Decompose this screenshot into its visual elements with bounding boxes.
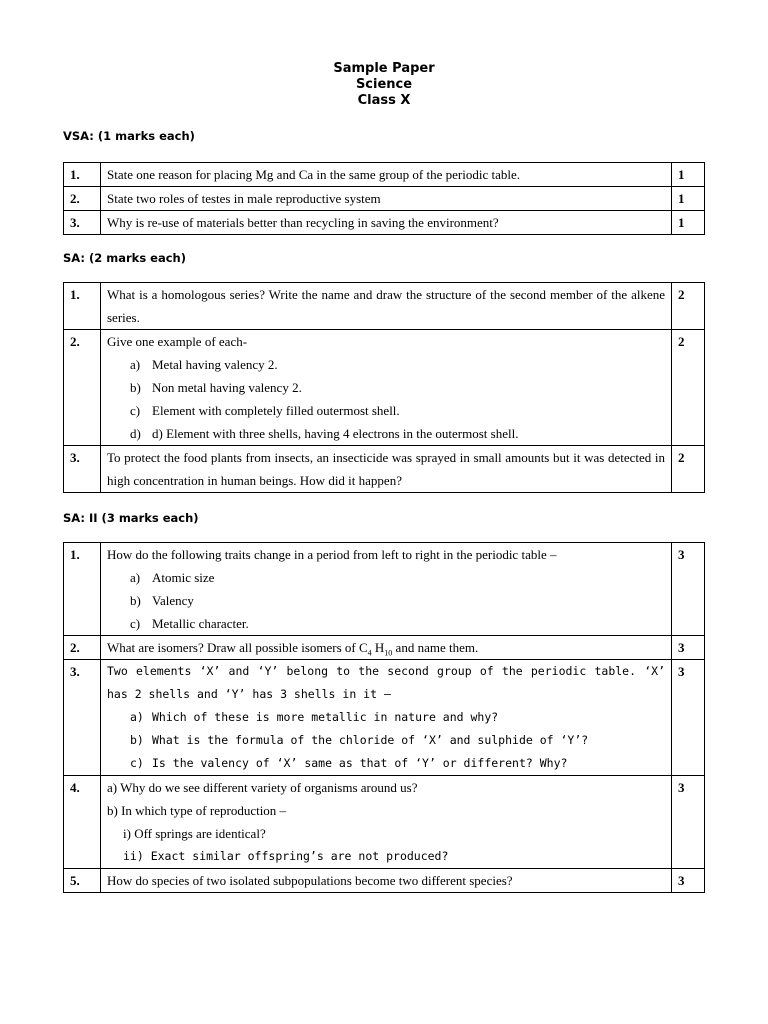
- question-number: 2.: [64, 330, 101, 446]
- question-marks: 1: [672, 187, 705, 211]
- subpart: [107, 752, 665, 775]
- question-text-post: and name them.: [392, 640, 479, 655]
- question-line-a: a) Why do we see different variety of organisms around us?: [107, 780, 418, 795]
- subpart: [107, 566, 665, 589]
- question-marks: 3: [672, 636, 705, 660]
- subpart: [107, 399, 665, 422]
- subpart-text: Is the valency of ‘X’ same as that of ‘Y’ or different? Why?: [152, 756, 568, 770]
- question-line-ii: ii) Exact similar offspring’s are not produced?: [123, 849, 449, 863]
- table-row: [64, 187, 705, 211]
- paper-subject: Science: [355, 77, 413, 92]
- section-sa2-table: [63, 542, 705, 893]
- question-cell: [101, 776, 672, 869]
- question-line-b: b) In which type of reproduction –: [107, 803, 287, 818]
- question-marks: 1: [672, 163, 705, 187]
- subpart-label: a): [130, 710, 144, 724]
- question-text-mid: H: [371, 640, 385, 655]
- subpart-text: d) Element with three shells, having 4 electrons in the outermost shell.: [152, 426, 519, 441]
- subpart-text: Which of these is more metallic in nature and why?: [152, 710, 499, 724]
- question-marks: 3: [672, 543, 705, 636]
- question-text: State two roles of testes in male reproductive system: [101, 187, 672, 211]
- question-text: Two elements ‘X’ and ‘Y’ belong to the second group of the periodic table. ‘X’ has 2 shells and ‘Y’ has 3 shells in it –: [107, 664, 665, 701]
- table-row: [64, 211, 705, 235]
- table-row: [64, 776, 705, 869]
- subpart-label: d): [130, 426, 141, 441]
- subpart-label: c): [130, 616, 141, 631]
- question-marks: 2: [672, 283, 705, 330]
- subpart-label: b): [130, 733, 144, 747]
- question-number: 4.: [64, 776, 101, 869]
- subpart-label: a): [130, 357, 141, 372]
- question-number: 1.: [64, 283, 101, 330]
- question-text: How do the following traits change in a period from left to right in the periodic table –: [107, 547, 557, 562]
- question-marks: 3: [672, 660, 705, 776]
- question-marks: 1: [672, 211, 705, 235]
- table-row: [64, 660, 705, 776]
- question-marks: 3: [672, 869, 705, 893]
- question-marks: 2: [672, 330, 705, 446]
- question-marks: 3: [672, 776, 705, 869]
- subpart-text: Metallic character.: [152, 616, 249, 631]
- subpart-text: Element with completely filled outermost shell.: [152, 403, 400, 418]
- question-number: 1.: [64, 163, 101, 187]
- question-number: 1.: [64, 543, 101, 636]
- subpart-text: Atomic size: [152, 570, 215, 585]
- subpart-text: Non metal having valency 2.: [152, 380, 302, 395]
- subpart-text: Valency: [152, 593, 194, 608]
- subscript-4: 4: [367, 648, 372, 658]
- subpart-label: b): [130, 380, 141, 395]
- question-text: Give one example of each-: [107, 334, 248, 349]
- question-line-i: i) Off springs are identical?: [123, 826, 266, 841]
- section-sa-table: [63, 282, 705, 493]
- section-sa2-title: SA: II (3 marks each): [63, 511, 199, 525]
- table-row: [64, 869, 705, 893]
- subpart-label: c): [130, 756, 144, 770]
- subpart: [107, 376, 665, 399]
- paper-title: Sample Paper: [333, 61, 435, 76]
- question-text: Why is re-use of materials better than recycling in saving the environment?: [101, 211, 672, 235]
- question-number: 2.: [64, 636, 101, 660]
- table-row: [64, 330, 705, 446]
- table-row: [64, 446, 705, 493]
- subpart: [107, 706, 665, 729]
- question-cell: [101, 330, 672, 446]
- question-number: 3.: [64, 660, 101, 776]
- question-number: 2.: [64, 187, 101, 211]
- section-sa-title: SA: (2 marks each): [63, 251, 186, 265]
- question-cell: [101, 543, 672, 636]
- subpart: [107, 422, 665, 445]
- table-row: [64, 636, 705, 660]
- question-text: What is a homologous series? Write the name and draw the structure of the second member of the alkene series.: [101, 283, 672, 330]
- question-text: How do species of two isolated subpopulations become two different species?: [101, 869, 672, 893]
- subpart: [107, 353, 665, 376]
- subpart-text: What is the formula of the chloride of ‘X’ and sulphide of ‘Y’?: [152, 733, 589, 747]
- question-number: 3.: [64, 446, 101, 493]
- subscript-10: 10: [384, 648, 393, 658]
- section-vsa-table: [63, 162, 705, 235]
- question-cell: [101, 660, 672, 776]
- paper-class: Class X: [357, 93, 411, 108]
- subpart-label: b): [130, 593, 141, 608]
- question-text: State one reason for placing Mg and Ca in the same group of the periodic table.: [101, 163, 672, 187]
- subpart: [107, 612, 665, 635]
- subpart: [107, 729, 665, 752]
- section-vsa-title: VSA: (1 marks each): [63, 129, 195, 143]
- paper-header: [0, 61, 768, 109]
- question-marks: 2: [672, 446, 705, 493]
- table-row: [64, 543, 705, 636]
- question-text: To protect the food plants from insects, an insecticide was sprayed in small amounts but it was detected in high concentration in human beings. How did it happen?: [101, 446, 672, 493]
- table-row: [64, 283, 705, 330]
- subpart: [107, 589, 665, 612]
- question-number: 5.: [64, 869, 101, 893]
- question-text-pre: What are isomers? Draw all possible isomers of C: [107, 640, 368, 655]
- subpart-label: c): [130, 403, 141, 418]
- question-text: [101, 636, 672, 660]
- subpart-text: Metal having valency 2.: [152, 357, 278, 372]
- table-row: [64, 163, 705, 187]
- question-number: 3.: [64, 211, 101, 235]
- subpart-label: a): [130, 570, 141, 585]
